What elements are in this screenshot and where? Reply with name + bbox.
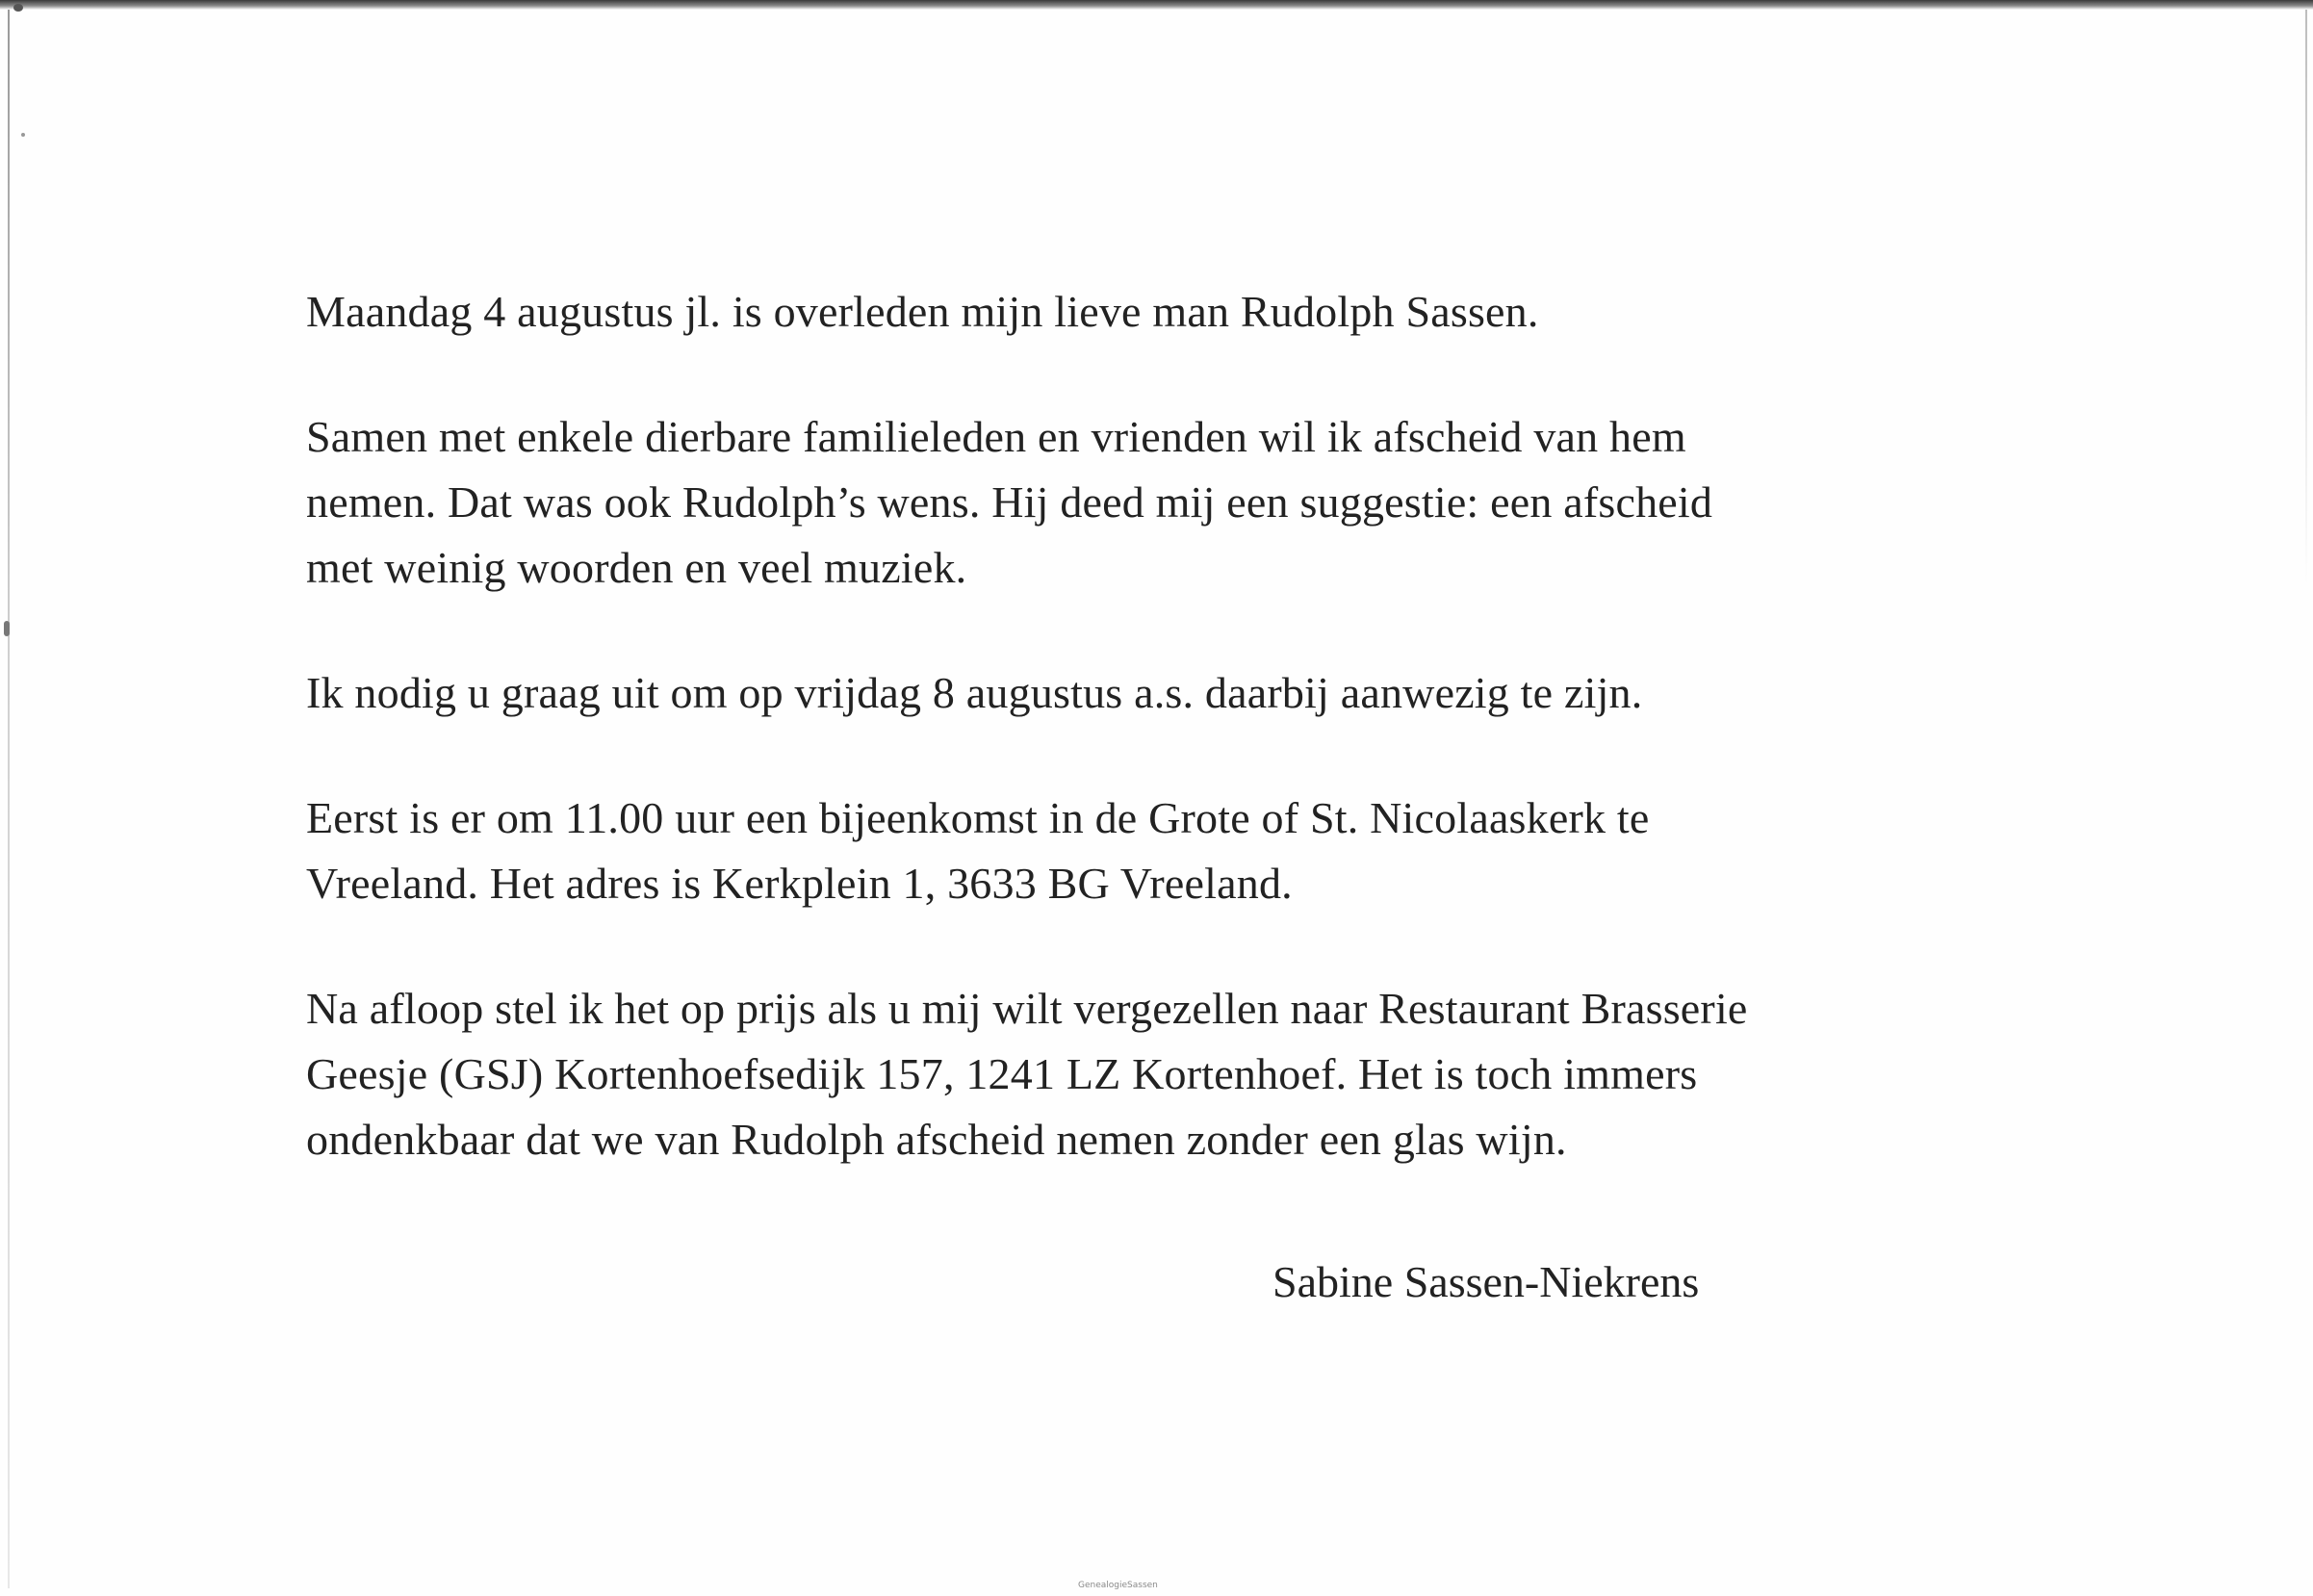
card-body xyxy=(306,279,2058,1232)
paragraph-announcement xyxy=(306,279,2058,345)
text-line: Geesje (GSJ) Kortenhoefsedijk 157, 1241 LZ Kortenhoef. Het is toch immers xyxy=(306,1049,1698,1098)
scan-edge-left xyxy=(8,10,10,1588)
text-line: nemen. Dat was ook Rudolph’s wens. Hij deed mij een suggestie: een afscheid xyxy=(306,477,1713,527)
text-line: Na afloop stel ik het op prijs als u mij wilt vergezellen naar Restaurant Brasserie xyxy=(306,984,1748,1033)
footer-watermark: GenealogieSassen xyxy=(1078,1581,1158,1590)
signature: Sabine Sassen-Niekrens xyxy=(1272,1257,1700,1306)
text-line: Samen met enkele dierbare familieleden en vrienden wil ik afscheid van hem xyxy=(306,412,1686,461)
paragraph-reception xyxy=(306,976,2058,1172)
scan-speck xyxy=(4,621,10,636)
scan-speck xyxy=(21,133,25,137)
paragraph-farewell xyxy=(306,404,2058,601)
text-line: ondenkbaar dat we van Rudolph afscheid nemen zonder een glas wijn. xyxy=(306,1115,1567,1164)
scan-edge-right xyxy=(2305,10,2307,587)
text-line: Eerst is er om 11.00 uur een bijeenkomst in de Grote of St. Nicolaaskerk te xyxy=(306,793,1650,842)
text-line: Vreeland. Het adres is Kerkplein 1, 3633 BG Vreeland. xyxy=(306,859,1293,908)
scan-edge-top xyxy=(0,0,2313,10)
text-line: met weinig woorden en veel muziek. xyxy=(306,543,967,592)
scan-speck xyxy=(13,4,23,12)
text-line: Maandag 4 augustus jl. is overleden mijn lieve man Rudolph Sassen. xyxy=(306,287,1539,336)
text-line: Ik nodig u graag uit om op vrijdag 8 augustus a.s. daarbij aanwezig te zijn. xyxy=(306,668,1643,717)
paragraph-invitation xyxy=(306,660,2058,726)
paragraph-gathering xyxy=(306,785,2058,916)
